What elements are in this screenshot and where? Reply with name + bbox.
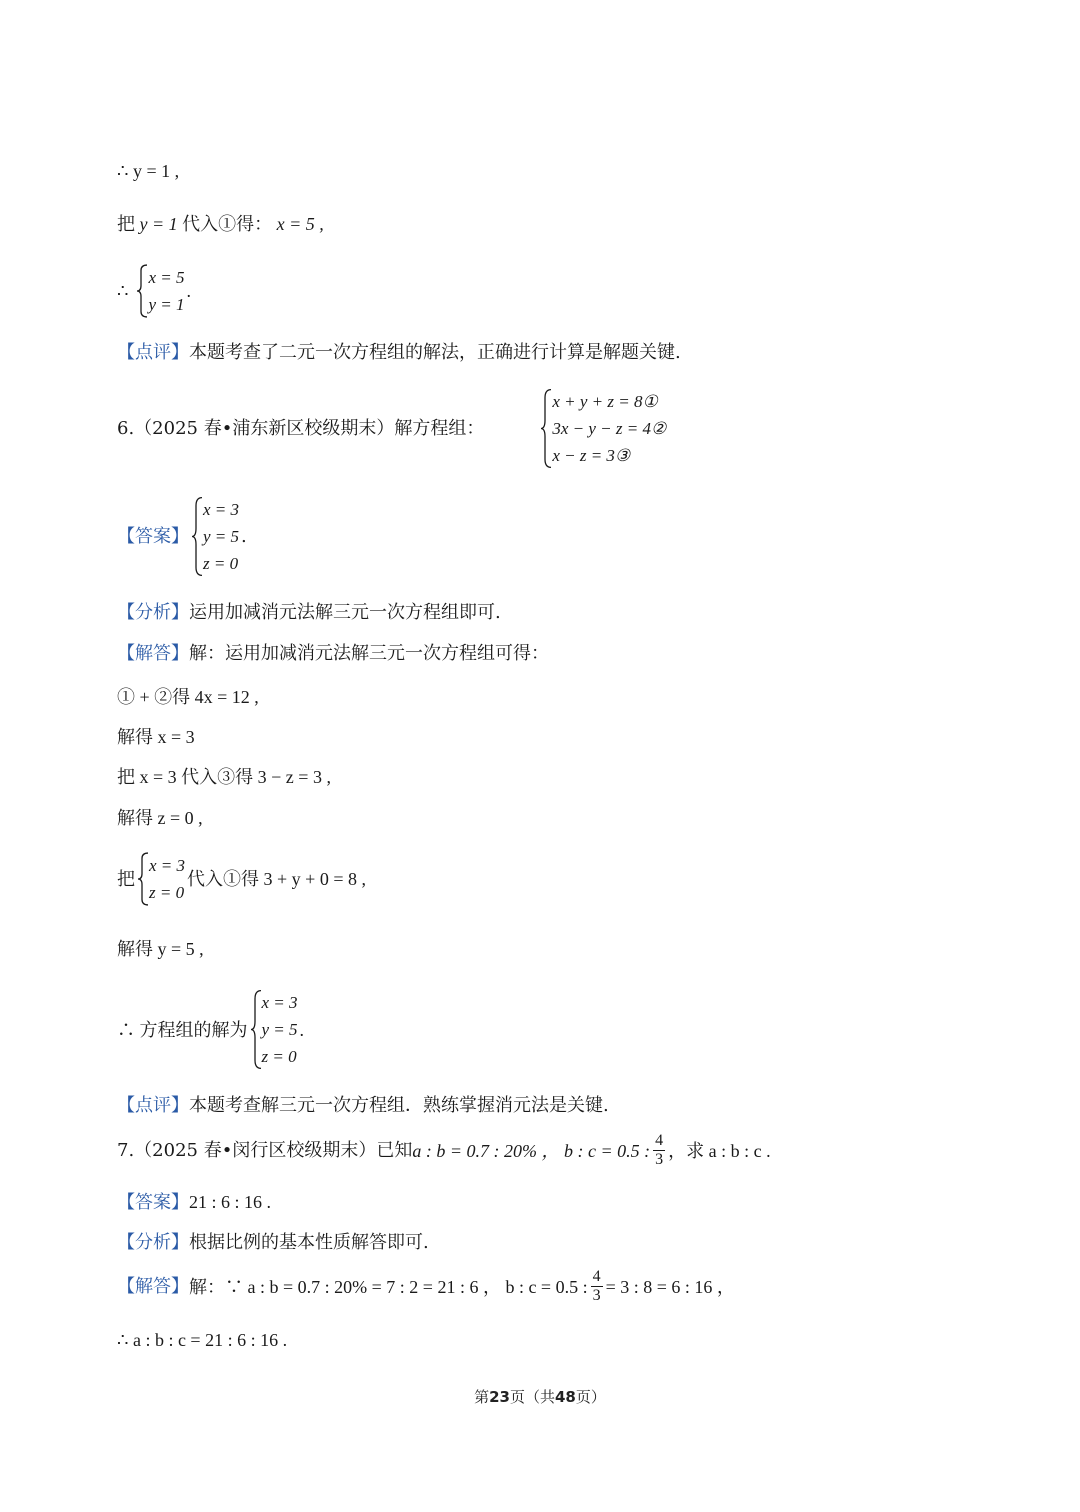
fraction-numerator: 4: [655, 1132, 664, 1149]
left-brace-icon: [136, 264, 148, 318]
page-number: 23: [489, 1388, 510, 1406]
review-text: 本题考查解三元一次方程组．熟练掌握消元法是关键.: [189, 1095, 609, 1116]
review-tag: 【点评】: [117, 342, 189, 363]
review-tag: 【点评】: [117, 1095, 189, 1116]
footer-text: 页（共: [509, 1388, 555, 1406]
system-row: x + y + z = 8①: [552, 392, 658, 411]
question-stem: 7.（2025 春•闵行区校级期末）已知: [117, 1139, 413, 1161]
system-row: y = 5: [203, 527, 240, 546]
text-segment: 代入①得：: [182, 214, 273, 234]
period: .: [299, 1019, 305, 1040]
footer-text: 第: [474, 1388, 490, 1406]
period: .: [186, 281, 191, 301]
answer-tag: 【答案】: [117, 1192, 189, 1213]
solution-step: 解得 y = 5 ,: [117, 939, 204, 959]
math-segment: y = 1: [135, 214, 183, 234]
footer-text: 页）: [575, 1388, 606, 1406]
question-stem: 6.（2025 春•浦东新区校级期末）解方程组：: [117, 417, 485, 439]
analysis-text: 运用加减消元法解三元一次方程组即可.: [189, 602, 501, 623]
answer-7: [117, 1189, 1020, 1216]
analysis-tag: 【分析】: [117, 1232, 189, 1253]
equation-system: [191, 496, 239, 577]
text-segment: 把: [117, 214, 135, 234]
equation-system: [540, 388, 666, 469]
solution-step: 解得 z = 0 ,: [117, 808, 203, 828]
system-row: z = 0: [203, 554, 239, 573]
page-footer: [0, 1386, 1080, 1407]
solution-tag: 【解答】: [117, 643, 189, 664]
system-row: x = 5: [148, 268, 185, 287]
solution-step: ① + ②得 4x = 12 ,: [117, 687, 259, 707]
left-brace-icon: [250, 989, 262, 1070]
conclusion-7: ∴ a : b : c = 21 : 6 : 16 .: [117, 1330, 288, 1350]
analysis-text: 根据比例的基本性质解答即可.: [189, 1232, 429, 1253]
solution-tag: 【解答】: [117, 1275, 189, 1297]
solution-step-substitute: [117, 852, 1020, 906]
system-row: z = 0: [149, 883, 185, 902]
solution-7: [117, 1268, 1020, 1305]
math-segment: x = 5 ,: [272, 214, 324, 234]
review-6: [117, 1093, 1020, 1119]
system-row: z = 0: [261, 1047, 297, 1066]
solution-step: 解得 x = 3: [117, 727, 195, 747]
equation-system: [136, 264, 184, 318]
text-line-y-equals-1: ∴ y = 1 ,: [117, 161, 180, 181]
system-row: y = 1: [148, 295, 185, 314]
system-row: y = 5: [261, 1020, 298, 1039]
question-6: [117, 388, 1020, 469]
answer-6: [117, 496, 1020, 577]
system-row: x = 3: [261, 993, 298, 1012]
analysis-6: [117, 600, 1020, 626]
answer-tag: 【答案】: [117, 525, 189, 547]
text-line-substitute-y: [117, 211, 1020, 237]
fraction-denominator: 3: [655, 1151, 664, 1168]
solution-conclusion-6: [117, 989, 1020, 1070]
therefore-symbol: ∴: [117, 281, 129, 301]
review-text: 本题考查了二元一次方程组的解法，正确进行计算是解题关键.: [189, 342, 681, 363]
text-segment: ∴ 方程组的解为: [117, 1019, 248, 1040]
math-segment: = 3 : 8 = 6 : 16 ，: [605, 1276, 735, 1297]
equation-system: [137, 852, 185, 906]
math-segment: ，求 a : b : c .: [668, 1140, 771, 1161]
question-7: [117, 1132, 1020, 1169]
math-segment: a : b = 0.7 : 20% ， b : c = 0.5 :: [412, 1140, 651, 1161]
system-row: x − z = 3③: [552, 446, 631, 465]
fraction: [591, 1268, 603, 1305]
solution-step: 把 x = 3 代入③得 3 − z = 3 ,: [117, 767, 331, 787]
system-row: x = 3: [203, 500, 240, 519]
fraction-numerator: 4: [592, 1268, 601, 1285]
fraction: [653, 1132, 665, 1169]
text-segment: 代入①得 3 + y + 0 = 8 ,: [187, 869, 366, 889]
review-line: [117, 340, 1020, 366]
solution-text: 解：运用加减消元法解三元一次方程组可得：: [189, 643, 549, 664]
analysis-7: [117, 1230, 1020, 1256]
left-brace-icon: [191, 496, 203, 577]
system-row: x = 3: [149, 856, 186, 875]
analysis-tag: 【分析】: [117, 602, 189, 623]
solution-6: [117, 641, 1020, 667]
left-brace-icon: [540, 388, 552, 469]
math-segment: 解：∵ a : b = 0.7 : 20% = 7 : 2 = 21 : 6 ， b : c = 0.5 :: [189, 1276, 588, 1297]
system-row: 3x − y − z = 4②: [552, 419, 667, 438]
text-segment: 把: [117, 869, 135, 889]
period: .: [241, 525, 247, 547]
equation-system: [250, 989, 298, 1070]
fraction-denominator: 3: [592, 1287, 601, 1304]
total-pages: 48: [555, 1388, 576, 1406]
solution-system-2var: [117, 264, 1020, 318]
left-brace-icon: [137, 852, 149, 906]
answer-text: 21 : 6 : 16 .: [189, 1192, 272, 1212]
